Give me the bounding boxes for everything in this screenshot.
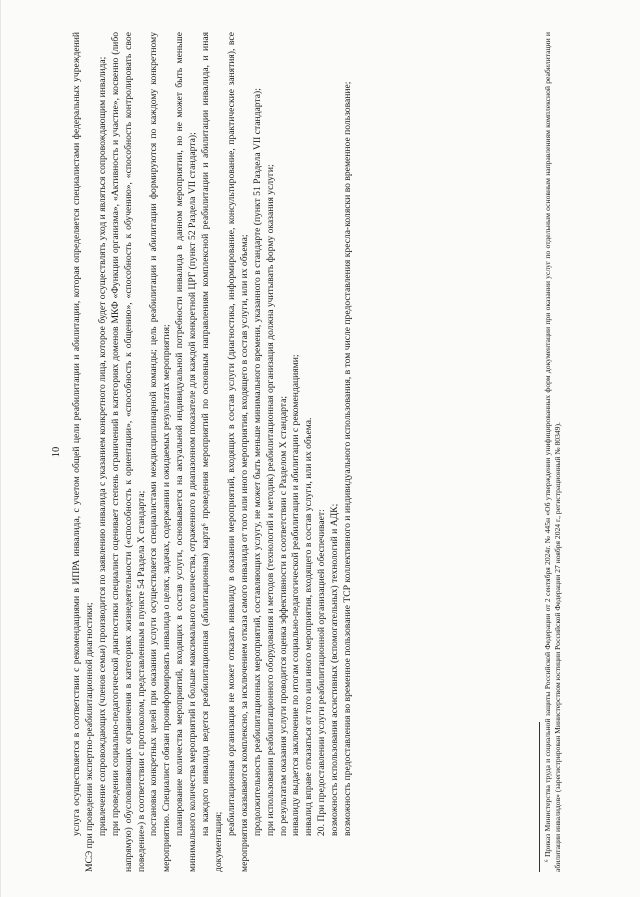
paragraph: на каждого инвалида ведется реабилитационная (абилитационная) карта⁶ проведения мероприятий по основным направлениям комплексной реабилитации и абилитации инвалида, и иная документация; bbox=[200, 32, 224, 872]
paragraph: услуга осуществляется в соответствии с рекомендациями в ИПРА инвалида, с учетом общей цели реабилитации и абилитации, которая определяется специалистами федеральных учреждений МСЭ при проведении экспертно-реабилитационной диагностики; bbox=[71, 32, 95, 872]
paragraph: планирование количества мероприятий, входящих в состав услуги, основывается на актуальной индивидуальной потребности инвалида в данном мероприятии, но не может быть меньше минимального количества мероприятий и больше максимального количества, отраженного в диапазонном показателе для каждой конкретной ЦРГ (пункт 52 Раздела VII стандарта); bbox=[174, 32, 199, 872]
document-body bbox=[71, 32, 355, 872]
paragraph: по результатам оказания услуги проводится оценка эффективности в соответствии с Разделом X стандарта; bbox=[277, 395, 289, 836]
footnote-text: ⁶ Приказ Министерства труда и социальной защиты Российской Федерации от 2 сентября 2024г. № 445н «Об утверждении унифицированных форм документации при оказании услуг по отдельным основным направлениям комплексной реабилитации и абилитации инвалидов» (зарегистрирован Министерством юстиции Российской Федерации 27 ноября 2024 г., регистрационный № 80349). bbox=[543, 32, 562, 872]
page-number: 10 bbox=[51, 446, 62, 458]
paragraph: продолжительность реабилитационных мероприятий, составляющих услугу, не может быть меньше минимального времени, указанного в стандарте (пункт 51 Раздела VII стандарта); bbox=[251, 88, 263, 836]
footnote-divider bbox=[539, 722, 540, 872]
paragraph: постановка конкретных целей при оказании услуги осуществляется специалистами междисциплинарной команды; цель реабилитации и абилитации формируются по каждому конкретному мероприятию. Специалист обязан проинформировать инвалида о целях, задачах, содержании и ожидаемых результатах мероприятия; bbox=[148, 32, 173, 872]
document-page bbox=[49, 32, 609, 872]
paragraph: привлечение сопровождающих (членов семьи) производится по заявлению инвалида с указанием конкретного лица, которое будет осуществлять уход и являться сопровождающим инвалида; bbox=[96, 56, 108, 836]
paragraph: при использовании реабилитационного оборудования и методов (технологий и методик) реабилитационная организация должна учитывать форму оказания услуги; bbox=[264, 164, 276, 836]
paragraph: возможность предоставления во временное пользование ТСР коллективного и индивидуального использования, в том числе предоставления кресла-коляски во временное пользование; bbox=[342, 81, 354, 836]
paragraph: инвалид вправе отказаться от того или иного мероприятия, входящего в состав услуги, или их объема. bbox=[303, 417, 315, 836]
paragraph: инвалиду выдается заключение по итогам социально-педагогической реабилитации и абилитации с рекомендациями; bbox=[290, 354, 302, 836]
paragraph: при проведении социально-педагогической диагностики специалист оценивает степень ограничений в категориях доменов МКФ «Функции организма», «Активность и участие», косвенно (либо напрямую) обусловливающих ограничения в категориях жизнедеятельности («способность к ориентации», «способность к общению», «способность к обучению», «способность контролировать свое поведение») в соответствии с протоколом, представленным в пункте 54 Раздела X стандарта; bbox=[109, 32, 147, 872]
paragraph: возможность использования ассистивных (вспомогательных) технологий и АДК; bbox=[329, 503, 341, 836]
paragraph: реабилитационная организация не может отказать инвалиду в оказании мероприятий, входящих в состав услуги (диагностика, информирование, консультирование, практические занятия), все мероприятия оказываются комплексно, за исключением отказа самого инвалида от того или иного мероприятия, входящего в состав услуги, или их объема; bbox=[225, 32, 250, 872]
footnote bbox=[543, 32, 562, 872]
paragraph: 20. При предоставлении услуги реабилитационной организацией обеспечивает: bbox=[316, 509, 328, 836]
